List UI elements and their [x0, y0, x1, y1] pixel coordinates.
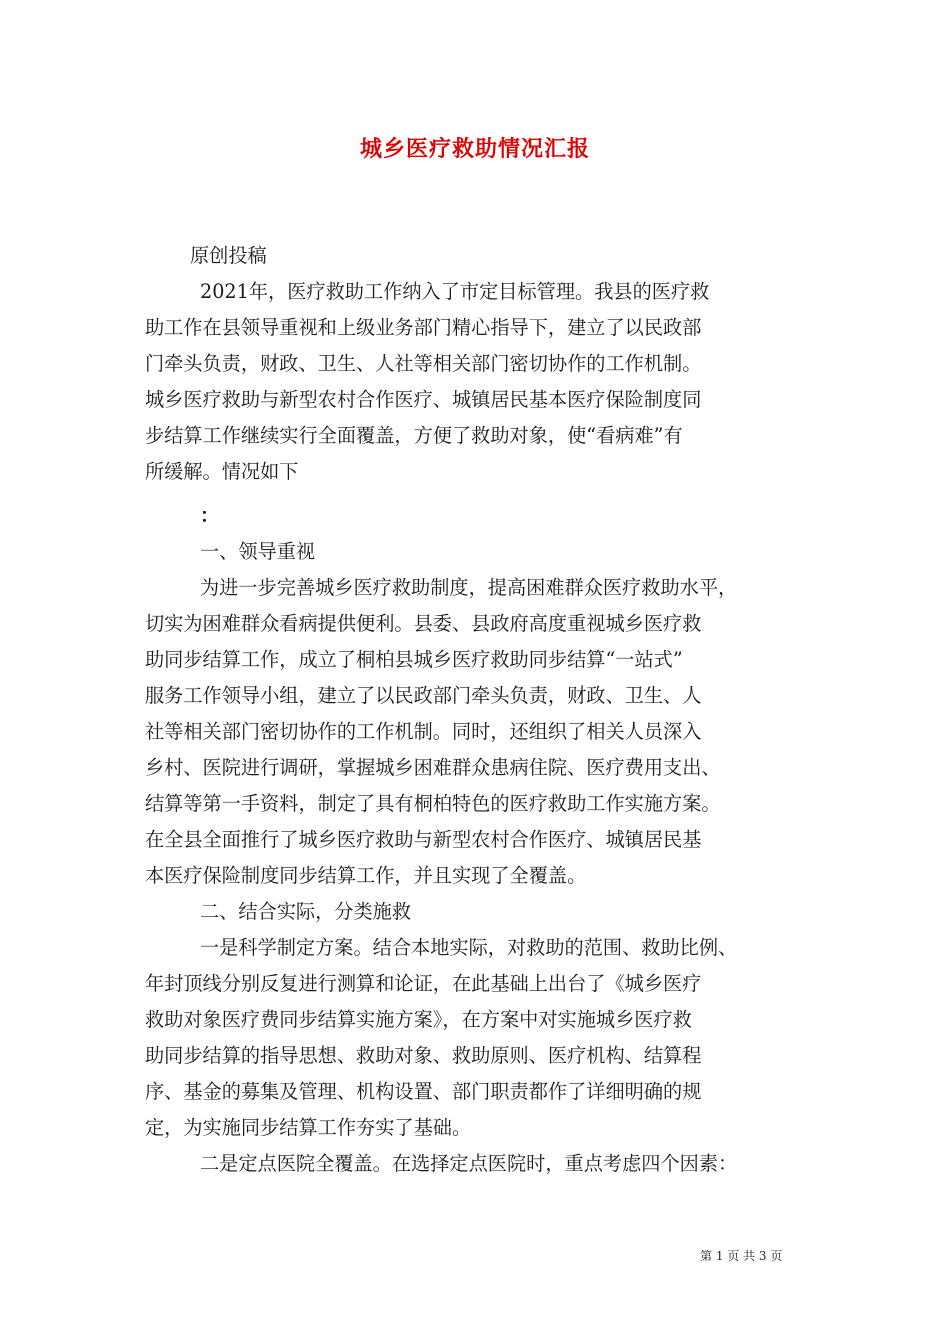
paragraph-line: 切实为困难群众看病提供便利。县委、县政府高度重视城乡医疗救 — [145, 612, 702, 635]
paragraph-line: 助同步结算的指导思想、救助对象、救助原则、医疗机构、结算程 — [145, 1044, 702, 1067]
paragraph-line: 城乡医疗救助与新型农村合作医疗、城镇居民基本医疗保险制度同 — [145, 388, 702, 411]
section-heading: 二、结合实际，分类施救 — [200, 900, 412, 923]
document-title: 城乡医疗救助情况汇报 — [359, 136, 590, 162]
paragraph-line: 结算等第一手资料，制定了具有桐柏特色的医疗救助工作实施方案。 — [145, 792, 721, 815]
paragraph-line: 乡村、医院进行调研，掌握城乡困难群众患病住院、医疗费用支出、 — [145, 756, 721, 779]
paragraph-line: 序、基金的募集及管理、机构设置、部门职责都作了详细明确的规 — [145, 1080, 702, 1103]
page-number: 第 1 页 共 3 页 — [700, 1249, 783, 1263]
paragraph-line: 2021年，医疗救助工作纳入了市定目标管理。我县的医疗救 — [200, 280, 710, 303]
paragraph-line: ： — [200, 504, 220, 527]
byline: 原创投稿 — [190, 244, 267, 267]
paragraph-line: 所缓解。情况如下 — [145, 460, 299, 483]
paragraph-line: 门牵头负责，财政、卫生、人社等相关部门密切协作的工作机制。 — [145, 352, 702, 375]
paragraph-line: 社等相关部门密切协作的工作机制。同时，还组织了相关人员深入 — [145, 720, 702, 743]
paragraph-line: 助同步结算工作，成立了桐柏县城乡医疗救助同步结算“一站式” — [145, 648, 683, 671]
paragraph-line: 定，为实施同步结算工作夯实了基础。 — [145, 1116, 472, 1139]
paragraph-line: 步结算工作继续实行全面覆盖，方便了救助对象，使“看病难”有 — [145, 424, 683, 447]
paragraph-line: 服务工作领导小组，建立了以民政部门牵头负责，财政、卫生、人 — [145, 684, 702, 707]
paragraph-line: 救助对象医疗费同步结算实施方案》，在方案中对实施城乡医疗救 — [145, 1008, 692, 1031]
paragraph-line: 助工作在县领导重视和上级业务部门精心指导下，建立了以民政部 — [145, 316, 702, 339]
paragraph-line: 本医疗保险制度同步结算工作，并且实现了全覆盖。 — [145, 864, 587, 887]
paragraph-line: 一是科学制定方案。结合本地实际，对救助的范围、救助比例、 — [200, 936, 738, 959]
paragraph-line: 年封顶线分别反复进行测算和论证，在此基础上出台了《城乡医疗 — [145, 972, 702, 995]
paragraph-line: 二是定点医院全覆盖。在选择定点医院时，重点考虑四个因素： — [200, 1152, 738, 1175]
paragraph-line: 在全县全面推行了城乡医疗救助与新型农村合作医疗、城镇居民基 — [145, 828, 702, 851]
paragraph-line: 为进一步完善城乡医疗救助制度，提高困难群众医疗救助水平， — [200, 576, 738, 599]
section-heading: 一、领导重视 — [200, 540, 316, 563]
